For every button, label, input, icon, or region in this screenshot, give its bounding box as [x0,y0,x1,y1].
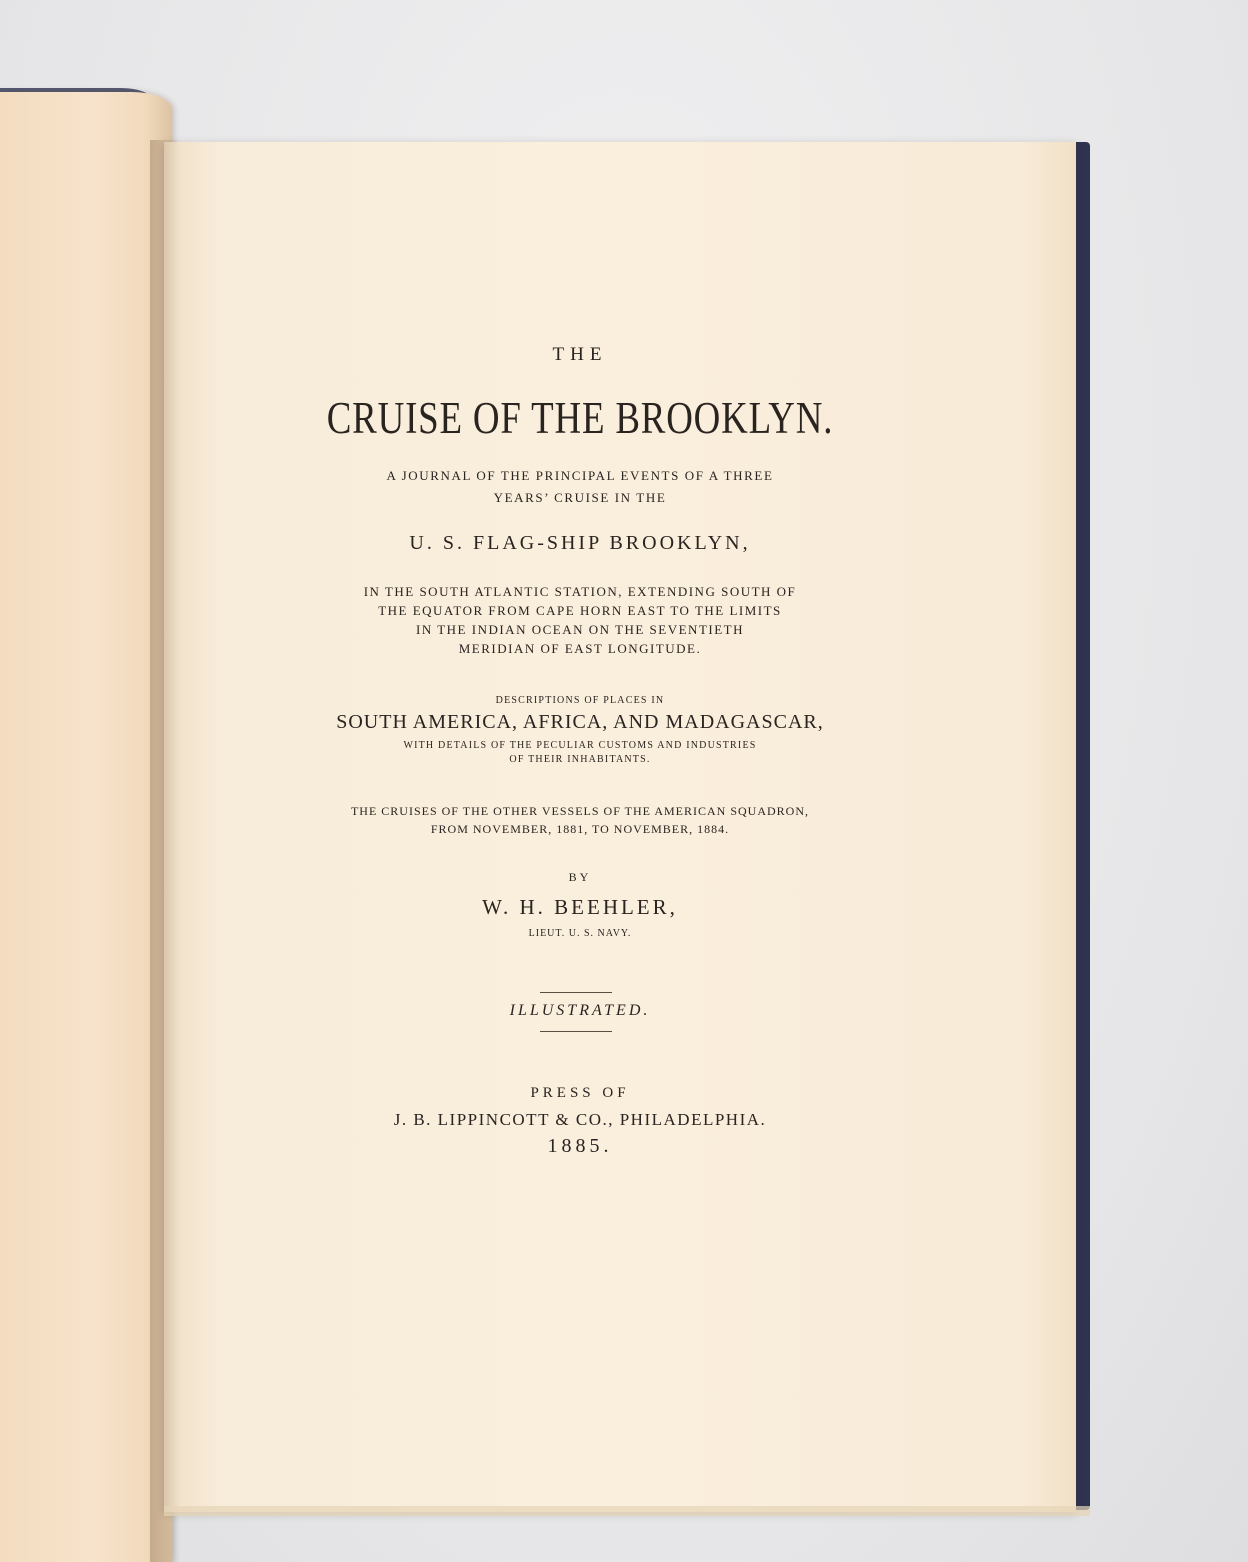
left-page [0,92,172,1562]
cruises-line-2: FROM NOVEMBER, 1881, TO NOVEMBER, 1884. [430,822,730,836]
press-label: PRESS OF [530,1085,630,1101]
station-line-2: THE EQUATOR FROM CAPE HORN EAST TO THE LIMITS [378,603,782,618]
author-name: W. H. BEEHLER, [482,895,678,919]
book-title: CRUISE OF THE BROOKLYN. [326,393,834,443]
publisher-line: J. B. LIPPINCOTT & CO., PHILADELPHIA. [393,1110,767,1129]
station-line-1: IN THE SOUTH ATLANTIC STATION, EXTENDING SOUTH OF [363,584,797,599]
cruises-line-1: THE CRUISES OF THE OTHER VESSELS OF THE AMERICAN SQUADRON, [350,804,810,818]
page-bottom-edge [164,1506,1090,1516]
places-line: SOUTH AMERICA, AFRICA, AND MADAGASCAR, [336,711,824,733]
illustrated-label: ILLUSTRATED. [509,1002,651,1019]
station-line-4: MERIDIAN OF EAST LONGITUDE. [458,641,702,656]
right-cover-edge [1076,142,1090,1510]
author-rank: LIEUT. U. S. NAVY. [528,928,632,939]
station-line-3: IN THE INDIAN OCEAN ON THE SEVENTIETH [416,622,744,637]
details-line-1: WITH DETAILS OF THE PECULIAR CUSTOMS AND INDUSTRIES [403,740,757,751]
subtitle-line-1: A JOURNAL OF THE PRINCIPAL EVENTS OF A THREE [386,468,774,483]
rule-below-illustrated [540,1031,612,1032]
descriptions-heading: DESCRIPTIONS OF PLACES IN [495,695,665,706]
ship-name: U. S. FLAG-SHIP BROOKLYN, [409,532,751,554]
by-label: BY [568,870,592,884]
details-line-2: OF THEIR INHABITANTS. [509,754,651,765]
title-article: THE [552,344,608,365]
subtitle-line-2: YEARS’ CRUISE IN THE [493,490,667,505]
rule-above-illustrated [540,992,612,993]
publication-year: 1885. [547,1135,613,1157]
